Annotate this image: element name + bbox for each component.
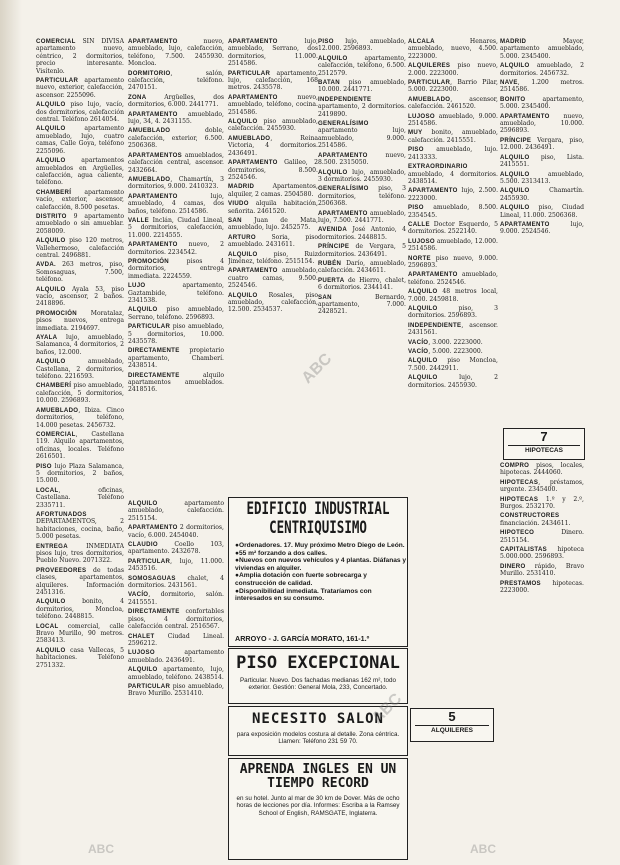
classified-ad: MADRID Mayor, apartamento amueblado, 5.000. 2345400. xyxy=(500,38,584,60)
classifieds-column-5 xyxy=(408,38,498,705)
ad-keyword: VACÍO xyxy=(128,591,149,599)
classified-ad: AMUEBLADO, Ibiza. Cinco dormitorios, teléfono, 14.000 pesetas. 2456732. xyxy=(36,406,124,429)
ad-keyword: CAPITALISTAS xyxy=(500,546,548,554)
classified-ad: ALQUILO bonito, 4 dormitorios, Moncloa, teléfono. 2448815. xyxy=(36,598,124,621)
classified-ad: PRÍNCIPE Vergara, piso, 12.000. 2436491. xyxy=(500,136,584,152)
ad-keyword: SAN xyxy=(318,293,332,301)
ad-keyword: GENERALÍSIMO xyxy=(318,185,369,193)
classified-ad: ALQUILO Ayala 53, piso vacío, ascensor, 2 baños. 2418896. xyxy=(36,285,124,308)
classified-ad: ALQUILO apartamento amueblado, lujo, cuatro camas, Calle Goya, teléfono 2255096. xyxy=(36,125,124,155)
edificio-bullet: ● 55 m² forzando a dos calles. xyxy=(235,550,407,558)
ad-keyword: GENERALÍSIMO xyxy=(318,120,369,128)
classifieds-column-6-lower xyxy=(500,462,584,861)
ad-keyword: COMERCIAL xyxy=(36,38,76,45)
classified-ad: PISO amueblado, 8.500. 2354545. xyxy=(408,204,498,219)
piso-title: PISO EXCEPCIONAL xyxy=(236,653,400,673)
ad-keyword: ALQUILO xyxy=(228,118,258,126)
edificio-industrial-ad xyxy=(228,497,408,647)
classified-ad: ALQUILO piso Moncloa, 7.500. 2442911. xyxy=(408,357,498,372)
classified-ad: RUBÉN Darío, amueblado, calefacción. 2434611. xyxy=(318,259,406,275)
edificio-bullet: ● Amplia dotación con fuerte sobrecarga y construcción de calidad. xyxy=(235,572,407,587)
classified-ad: APARTAMENTOS amueblados, calefacción central, ascensor. 2432664. xyxy=(128,151,224,174)
classified-ad: CLAUDIO Coello 103, apartamento. 2432678. xyxy=(128,541,224,556)
classified-ad: SOMOSAGUAS chalet, 4 dormitorios. 2431561. xyxy=(128,574,224,590)
classified-ad: VIUDO alquila habitación, señorita. 2461520. xyxy=(228,200,318,215)
ad-keyword: APARTAMENTO xyxy=(228,93,278,101)
ad-keyword: AMUEBLADO xyxy=(408,95,451,103)
ad-keyword: INDEPENDIENTE xyxy=(318,95,372,103)
classified-ad: INDEPENDIENTE apartamento, 2 dormitorios. 2419890. xyxy=(318,95,406,118)
classified-ad: AMUEBLADO doble, calefacción, exterior, 6.500. 2506368. xyxy=(128,127,224,150)
ad-keyword: APARTAMENTO xyxy=(128,192,178,200)
ad-keyword: ALCALÁ xyxy=(408,38,435,45)
ad-keyword: CHAMBERÍ xyxy=(36,382,72,390)
classified-ad: ALQUILO piso amueblado, Serrano, teléfono. 2596893. xyxy=(128,306,224,321)
ad-keyword: ENTREGA xyxy=(36,542,68,550)
edificio-bullet: ● Nuevos con nuevos vehículos y 4 plantas. Diáfanas y viviendas en alquiler. xyxy=(235,557,407,572)
ad-keyword: APARTAMENTO xyxy=(408,187,458,195)
classifieds-column-2-lower xyxy=(128,500,224,861)
ad-keyword: ALQUILO xyxy=(318,168,348,176)
classified-ad: APARTAMENTO lujo, 9.000. 2524546. xyxy=(500,220,584,236)
ad-keyword: INDEPENDIENTE xyxy=(408,321,462,329)
ad-keyword: HIPOTECAS xyxy=(500,495,539,503)
classified-ad: ALQUILO piso, Ciudad Lineal, 11.000. 2506368. xyxy=(500,204,584,219)
ad-keyword: VALLE xyxy=(128,216,150,224)
ad-keyword: ALQUILO xyxy=(36,285,66,293)
classified-ad: CALLE Doctor Esquerdo, 5 dormitorios. 2522140. xyxy=(408,220,498,236)
ad-keyword: ALQUILO xyxy=(500,170,530,178)
classified-ad: DISTRITO 9 apartamento amueblado o sin amueblar. 2058009. xyxy=(36,212,124,235)
classifieds-column-2 xyxy=(128,38,224,497)
ad-keyword: PRÍNCIPE xyxy=(318,243,350,251)
ad-keyword: PARTICULAR xyxy=(228,69,271,77)
classified-ad: PRÍNCIPE de Vergara, 5 dormitorios. 2436491. xyxy=(318,243,406,258)
ad-keyword: ALQUILO xyxy=(228,250,258,258)
ad-keyword: ALQUILO xyxy=(128,306,158,314)
ad-keyword: VACÍO xyxy=(408,338,429,346)
ad-keyword: ALQUILO xyxy=(500,62,530,70)
classified-ad: APARTAMENTO Galileo, 2 dormitorios, 8.500. 2524546. xyxy=(228,159,318,181)
ad-keyword: AMUEBLADO xyxy=(128,127,171,135)
classified-ad: ZONA Argüelles, dos dormitorios, 6.000. 2441771. xyxy=(128,93,224,109)
classified-ad: DIRECTAMENTE alquilo apartamentos amueblados. 2418516. xyxy=(128,371,224,394)
classified-ad: PUERTA de Hierro, chalet, 6 dormitorios. 2344141. xyxy=(318,276,406,292)
classified-ad: COMERCIAL, Castellana 119. Alquilo apartamentos, oficinas, locales. Teléfono 2616501. xyxy=(36,430,124,461)
aprenda-ingles-ad xyxy=(228,758,408,860)
edificio-footer: ARROYO - J. GARCÍA MORATO, 161-1.º xyxy=(235,634,370,643)
classified-ad: CHALET Ciudad Lineal. 2596212. xyxy=(128,632,224,647)
classified-ad: HIPOTECAS 1.º y 2.º, Burgos. 2532170. xyxy=(500,495,584,511)
classified-ad: ALQUILO amueblado, 2 dormitorios. 2456732. xyxy=(500,62,584,77)
ad-keyword: PROMOCIÓN xyxy=(128,257,169,265)
salon-title: NECESITO SALON xyxy=(251,711,384,727)
classified-ad: EXTRAORDINARIO amueblado, 4 dormitorios. 2438514. xyxy=(408,163,498,185)
ad-keyword: APARTAMENTO xyxy=(318,151,368,159)
classified-ad: ALQUILO Chamartín. 2455930. xyxy=(500,187,584,202)
ad-keyword: CALLE xyxy=(408,220,430,228)
ad-keyword: NAVE xyxy=(500,79,518,87)
ingles-text: en su hotel. Junto al mar de 30 km de Dover. Más de ocho horas de lecciones por día. Informes: Escriba a la Ramsey School of English, RAMSGATE, Inglaterra. xyxy=(236,795,400,817)
watermark: ABC xyxy=(298,350,336,387)
ad-keyword: PARTICULAR xyxy=(128,557,171,565)
ad-keyword: PARTICULAR xyxy=(128,323,171,331)
ad-keyword: AMUEBLADO xyxy=(228,134,271,142)
classified-ad: PARTICULAR, lujo, 11.000. 2453516. xyxy=(128,557,224,573)
ad-keyword: PUERTA xyxy=(318,276,345,284)
classified-ad: BATAN piso amueblado, 10.000. 2441771. xyxy=(318,79,406,94)
ad-keyword: ALQUILO xyxy=(500,153,530,161)
ad-keyword: LOCAL xyxy=(36,486,59,494)
classified-ad: DIRECTAMENTE propietario apartamento, Chamberí. 2438514. xyxy=(128,347,224,370)
classified-ad: ARTURO Soria, piso amueblado. 2431611. xyxy=(228,233,318,249)
ad-keyword: ALQUILO xyxy=(500,187,530,195)
ad-keyword: APARTAMENTOS xyxy=(128,151,183,159)
classifieds-column-6 xyxy=(500,38,584,455)
ad-keyword: AFORTUNADOS xyxy=(36,510,87,518)
ad-keyword: SAN xyxy=(228,216,242,224)
classified-ad: BONITO apartamento, 5.000. 2345400. xyxy=(500,95,584,111)
ad-keyword: LUJO xyxy=(128,282,146,290)
section-number: 7 xyxy=(540,429,548,444)
classified-ad: INDEPENDIENTE, ascensor. 2431561. xyxy=(408,321,498,337)
classified-ad: NORTE piso nuevo, 9.000. 2596893. xyxy=(408,254,498,269)
classified-ad: PRESTAMOS hipotecas. 2223000. xyxy=(500,579,584,595)
ad-keyword: APARTAMENTO xyxy=(408,271,458,279)
classified-ad: ENTREGA INMEDIATA pisos lujo, tres dormitorios, Pueblo Nuevo. 2071322. xyxy=(36,542,124,565)
classified-ad: DIRECTAMENTE confortables pisos, 4 dormitorios, calefacción central. 2516567. xyxy=(128,608,224,631)
classified-ad: VACÍO, 5.000. 2223000. xyxy=(408,348,483,356)
classified-ad: PROMOCIÓN Moratalaz, pisos nuevos, entrega inmediata. 2194697. xyxy=(36,309,124,332)
classified-ad: ALQUILO apartamentos amueblados en Argüelles, calefacción, agua caliente, teléfono. xyxy=(36,157,124,187)
classified-ad: APARTAMENTO nuevo, 8.500. 2315050. xyxy=(318,151,406,167)
classified-ad: PARTICULAR piso amueblado, Bravo Murillo. 2531410. xyxy=(128,682,224,698)
classified-ad: ALQUILERES piso nuevo, 2.000. 2223000. xyxy=(408,62,498,77)
classified-ad: VACÍO, dormitorio, salón. 2415551. xyxy=(128,591,224,606)
watermark: ABC xyxy=(368,690,406,727)
classified-ad: LUJO apartamento, Gaztambide, teléfono. 2341538. xyxy=(128,282,224,304)
classified-ad: HIPOTECO Dinero. 2515154. xyxy=(500,529,584,544)
classified-ad: LOCAL comercial, calle Bravo Murillo, 90 metros. 2583413. xyxy=(36,622,124,645)
ad-keyword: ZONA xyxy=(128,93,147,101)
classifieds-column-3 xyxy=(228,38,318,497)
classified-ad: ALQUILO casa Vallecas, 5 habitaciones. Teléfono 2751332. xyxy=(36,646,124,669)
ad-keyword: APARTAMENTO xyxy=(318,209,368,217)
ad-keyword: AYALA xyxy=(36,334,58,342)
watermark: ABC xyxy=(470,842,496,856)
ad-keyword: VACÍO xyxy=(408,348,429,356)
classified-ad: CHAMBERÍ piso amueblado, calefacción, 5 dormitorios, 10.000. 2596893. xyxy=(36,382,124,405)
page-fold-shadow xyxy=(0,0,22,865)
classified-ad: COMPRO pisos, locales, hipotecas. 2444060. xyxy=(500,462,584,477)
classified-ad: ALQUILO apartamento, lujo, amueblado, teléfono. 2438514. xyxy=(128,666,224,681)
classified-ad: APARTAMENTO amueblado, lujo, 7.500. 2441771. xyxy=(318,209,406,224)
ad-keyword: LUJOSO xyxy=(408,112,435,120)
ad-keyword: NORTE xyxy=(408,254,431,262)
classified-ad: ALQUILO piso, Lista. 2415551. xyxy=(500,153,584,169)
classified-ad: DINERO rápido, Bravo Murillo. 2531410. xyxy=(500,562,584,578)
ad-keyword: AVDA. xyxy=(36,261,57,269)
classified-ad: GENERALÍSIMO apartamento lujo, amueblado, 9.000. 2514586. xyxy=(318,120,406,150)
classified-ad: CAPITALISTAS hipoteca 5.000.000. 2596893. xyxy=(500,546,584,561)
ad-keyword: APARTAMENTO xyxy=(500,112,550,120)
classified-ad: ALQUILO piso lujo, vacío, dos dormitorios, calefacción central. Teléfono 2614054. xyxy=(36,101,124,124)
ad-keyword: LUJOSO xyxy=(408,237,435,245)
ad-keyword: APARTAMENTO xyxy=(228,159,278,167)
ad-keyword: ALQUILO xyxy=(500,204,530,212)
ad-keyword: COMPRO xyxy=(500,462,530,469)
ad-keyword: RUBÉN xyxy=(318,259,342,267)
classified-ad: VACÍO, 3.000. 2223000. xyxy=(408,338,483,346)
ad-keyword: MADRID xyxy=(228,183,255,191)
ad-keyword: PROMOCIÓN xyxy=(36,309,77,317)
ad-keyword: ARTURO xyxy=(228,233,256,241)
ad-keyword: PROVEEDORES xyxy=(36,566,87,574)
ad-keyword: DIRECTAMENTE xyxy=(128,347,180,355)
ad-keyword: ALQUILERES xyxy=(408,62,451,70)
ad-keyword: CHAMBERÍ xyxy=(36,188,72,196)
ad-keyword: VIUDO xyxy=(228,200,249,208)
ad-keyword: ALQUILO xyxy=(128,666,158,674)
classified-ad: APARTAMENTO nuevo, amueblado, lujo, calefacción, teléfono, 7.500. 2455930. Moncloa. xyxy=(128,38,224,68)
ad-keyword: EXTRAORDINARIO xyxy=(408,163,468,171)
ad-keyword: AMUEBLADO xyxy=(128,175,171,183)
classified-ad: APARTAMENTO lujo, 2.500. 2223000. xyxy=(408,187,498,202)
ad-keyword: PISO xyxy=(36,462,52,470)
classified-ad: CHAMBERÍ apartamento vacío, exterior, ascensor, calefacción, 8.500 pesetas. xyxy=(36,188,124,211)
ad-keyword: ALQUILO xyxy=(36,358,66,366)
classified-ad: GENERALÍSIMO piso, 3 dormitorios, teléfono. 2506368. xyxy=(318,185,406,208)
classified-ad: AMUEBLADO, Chamartín, 3 dormitorios, 9.000. 2410323. xyxy=(128,175,224,191)
classified-ad: ALQUILO amueblado, Castellana, 2 dormitorios, teléfono. 2216593. xyxy=(36,358,124,381)
classified-ad: ALQUILO piso, Ruiz Jiménez, teléfono. 2515154. xyxy=(228,250,318,265)
edificio-bullets xyxy=(235,542,407,603)
ad-keyword: APARTAMENTO xyxy=(128,110,178,118)
salon-text: para exposición modelos costura al detalle. Zona céntrica. Llamen: Teléfono 231 59 70. xyxy=(236,731,400,746)
classified-ad: PROVEEDORES de todas clases, apartamentos, alquileres. Información 2451316. xyxy=(36,566,124,597)
classified-ad: HIPOTECAS, préstamos, urgente. 2345400. xyxy=(500,478,584,494)
ad-keyword: ALQUILO xyxy=(36,237,66,245)
ad-keyword: CHALET xyxy=(128,632,155,640)
ad-keyword: PISO xyxy=(318,38,334,45)
classified-ad: LUJOSO amueblado, 9.000. 2514586. xyxy=(408,112,498,128)
ad-keyword: AMUEBLADO xyxy=(36,406,79,414)
classified-ad: APARTAMENTO lujo, amueblado, Serrano, dos dormitorios, 11.000. 2514586. xyxy=(228,38,318,68)
ad-keyword: PRESTAMOS xyxy=(500,579,541,587)
ad-keyword: APARTAMENTO xyxy=(128,38,178,45)
edificio-bullet: ● Ordenadores. 17. Muy próximo Metro Diego de León. xyxy=(235,542,407,550)
classified-ad: AVDA. 263 metros, piso, Somosaguas, 7.500, teléfono. xyxy=(36,261,124,284)
classified-ad: AYALA lujo, amueblado, Salamanca, 4 dormitorios, 2 baños, 12.000. xyxy=(36,334,124,356)
ad-keyword: ALQUILO xyxy=(128,500,158,507)
ad-keyword: PARTICULAR xyxy=(408,79,451,87)
ad-keyword: BATAN xyxy=(318,79,340,87)
classified-ad: ALQUILO apartamento, calefacción, teléfono, 6.500. 2512579. xyxy=(318,54,406,77)
classified-ad: PARTICULAR piso amueblado, 5 dormitorios, 10.000. 2435578. xyxy=(128,323,224,346)
ad-keyword: ALQUILO xyxy=(36,125,66,133)
ad-keyword: ALQUILO xyxy=(36,157,66,165)
ad-keyword: APARTAMENTO xyxy=(500,220,550,228)
classified-ad: ALQUILO lujo, amueblado, 3 dormitorios. 2455930. xyxy=(318,168,406,183)
classified-ad: AVENIDA José Antonio, 4 dormitorios. 2448815. xyxy=(318,226,406,241)
classified-ad: AMUEBLADO, Reina Victoria, 4 dormitorios. 2436491. xyxy=(228,134,318,157)
ad-keyword: APARTAMENTO xyxy=(128,524,178,532)
classified-ad: AMUEBLADO, ascensor, calefacción. 2461520. xyxy=(408,95,498,111)
classified-ad: NAVE, 1.200 metros. 2514586. xyxy=(500,79,584,94)
classified-ad: MADRID Apartamentos, alquiler, 2 camas. 2504580. xyxy=(228,183,318,198)
classified-ad: APARTAMENTO amueblado, cuatro camas, 9.500. 2524546. xyxy=(228,267,318,290)
classified-ad: SAN Bernardo, apartamento, 7.000. 2428521. xyxy=(318,293,406,316)
ad-keyword: DORMITORIO xyxy=(128,69,171,77)
ad-keyword: DIRECTAMENTE xyxy=(128,371,180,379)
ad-keyword: PISO xyxy=(408,146,424,154)
classified-ad: LUJOSO amueblado, 12.000. 2514586. xyxy=(408,237,498,253)
ad-keyword: BONITO xyxy=(500,95,526,103)
ad-keyword: APARTAMENTO xyxy=(228,267,278,275)
ad-keyword: MUY xyxy=(408,129,423,137)
section-number: 5 xyxy=(448,709,456,724)
classified-ad: ALQUILO Rosales, piso amueblado, calefacción, 12.500. 2534537. xyxy=(228,291,318,314)
ad-keyword: APARTAMENTO xyxy=(228,38,278,45)
section-header-hipotecas xyxy=(503,428,585,460)
ad-keyword: AVENIDA xyxy=(318,226,348,234)
classified-ad: APARTAMENTO nuevo, 2 dormitorios. 2234542. xyxy=(128,241,224,256)
classified-ad: PROMOCIÓN pisos 4 dormitorios, entrega inmediata. 2224559. xyxy=(128,257,224,280)
edificio-title: EDIFICIO INDUSTRIAL CENTRIQUISIMO xyxy=(246,497,390,537)
section-label: ALQUILERES xyxy=(415,725,489,734)
ad-keyword: PARTICULAR xyxy=(128,682,171,690)
section-label: HIPOTECAS xyxy=(508,445,580,454)
classified-ad: APARTAMENTO lujo, amueblado, 4 camas, dos baños, teléfono. 2514586. xyxy=(128,192,224,215)
classified-ad: CONSTRUCTORES financiación. 2434611. xyxy=(500,512,571,527)
classified-ad: ALQUILO amueblado, 5.500. 2313413. xyxy=(500,170,584,185)
ad-keyword: ALQUILO xyxy=(36,101,66,109)
ad-keyword: COMERCIAL xyxy=(36,430,76,438)
classified-ad: PISO lujo, amueblado, 12.000. 2596893. xyxy=(318,38,406,53)
ad-keyword: APARTAMENTO xyxy=(128,241,178,249)
ad-keyword: HIPOTECO xyxy=(500,529,535,537)
classified-ad: AFORTUNADOS DEPARTAMENTOS, 2 habitaciones, cocina, baño, 5.000 pesetas. xyxy=(36,510,124,541)
ingles-title: APRENDA INGLES EN UN TIEMPO RECORD xyxy=(239,762,397,791)
ad-keyword: CLAUDIO xyxy=(128,541,158,549)
classified-ad: ALQUILO lujo, 2 dormitorios. 2455930. xyxy=(408,374,498,389)
classified-ad: PARTICULAR apartamento nuevo, exterior, calefacción, ascensor. 2255096. xyxy=(36,77,124,99)
classified-ad: ALQUILO apartamento amueblado, calefacción. 2515154. xyxy=(128,500,224,522)
classified-ad: ALQUILO piso, 3 dormitorios. 2596893. xyxy=(408,305,498,320)
ad-keyword: CONSTRUCTORES xyxy=(500,512,560,520)
section-header-alquileres xyxy=(410,708,494,742)
piso-excepcional-ad xyxy=(228,648,408,704)
edificio-bullet: ● Disponibilidad inmediata. Trataríamos con interesados en su consumo. xyxy=(235,588,407,603)
classified-ad: PISO lujo Plaza Salamanca, 5 dormitorios, 2 baños, 15.000. xyxy=(36,462,124,485)
classified-ad: APARTAMENTO 2 dormitorios, vacío, 6.000. 2454040. xyxy=(128,524,224,539)
ad-keyword: LUJOSO xyxy=(128,649,155,657)
ad-keyword: DISTRITO xyxy=(36,212,67,220)
ad-keyword: ALQUILO xyxy=(408,288,438,296)
classified-ad: VALLE Inclán, Ciudad Lineal, 5 dormitorios, calefacción, 11.000. 2214555. xyxy=(128,216,224,239)
ad-keyword: PRÍNCIPE xyxy=(500,136,532,144)
ad-keyword: ALQUILO xyxy=(408,374,438,382)
ad-keyword: ALQUILO xyxy=(228,291,258,299)
classifieds-column-4 xyxy=(318,38,406,497)
classified-ad: ALQUILO piso 120 metros, Vallehermoso, calefacción central. 2496881. xyxy=(36,237,124,259)
classified-ad: APARTAMENTO nuevo, amueblado, teléfono, cocina. 2514586. xyxy=(228,93,318,116)
ad-keyword: ALQUILO xyxy=(408,357,438,365)
classified-ad: APARTAMENTO amueblado, teléfono. 2524546. xyxy=(408,271,498,286)
classified-ad: PARTICULAR, Barrio Pilar, 5.000. 2223000. xyxy=(408,79,498,94)
ad-keyword: DIRECTAMENTE xyxy=(128,608,180,616)
ad-keyword: SOMOSAGUAS xyxy=(128,574,176,582)
ad-keyword: ALQUILO xyxy=(36,598,66,606)
classified-ad: MUY bonito, amueblado, calefacción. 2415551. xyxy=(408,129,498,144)
classified-ad: SAN Juan de Mata, amueblado, lujo. 2452575. xyxy=(228,216,318,232)
classified-ad: PARTICULAR apartamento, lujo, calefacción, 168 metros. 2435578. xyxy=(228,69,318,92)
classified-ad: ALQUILO 48 metros local, 7.000. 2459818. xyxy=(408,288,498,303)
ad-keyword: MADRID xyxy=(500,38,527,45)
piso-text: Particular. Nuevo. Dos fachadas medianas 162 m², todo exterior. Gestión: General Mola, 233, Concertado. xyxy=(239,677,397,692)
ad-keyword: ALQUILO xyxy=(36,646,66,654)
classified-ad: LOCAL, oficinas, Castellana. Teléfono 2335711. xyxy=(36,486,124,509)
ad-keyword: ALQUILO xyxy=(318,54,348,62)
ad-keyword: ALQUILO xyxy=(408,305,438,312)
watermark: ABC xyxy=(88,842,114,856)
classified-ad: LUJOSO apartamento amueblado. 2436491. xyxy=(128,649,224,664)
classified-ad: PISO amueblado, lujo. 2413333. xyxy=(408,146,498,161)
classified-ad: DORMITORIO, salón, calefacción, teléfono. 2470151. xyxy=(128,69,224,92)
classified-ad: COMERCIAL SIN DIVISA apartamento nuevo, céntrico, 2 dormitorios, precio interesante. Visítenlo. xyxy=(36,38,124,75)
classified-ad: APARTAMENTO amueblado, lujo, 34, 4. 2431155. xyxy=(128,110,224,126)
classified-ad: APARTAMENTO nuevo, amueblado, 10.000. 2596893. xyxy=(500,112,584,135)
classified-ad: ALCALÁ Henares, amueblado, nuevo, 4.500. 2223000. xyxy=(408,38,498,60)
ad-keyword: DINERO xyxy=(500,562,526,570)
ad-keyword: PARTICULAR xyxy=(36,77,79,85)
ad-keyword: PISO xyxy=(408,204,424,212)
ad-keyword: LOCAL xyxy=(36,622,59,630)
classified-ad: ALQUILO piso amueblado, calefacción. 2455930. xyxy=(228,118,318,133)
ad-keyword: HIPOTECAS xyxy=(500,478,539,486)
classifieds-column-1 xyxy=(36,38,124,861)
